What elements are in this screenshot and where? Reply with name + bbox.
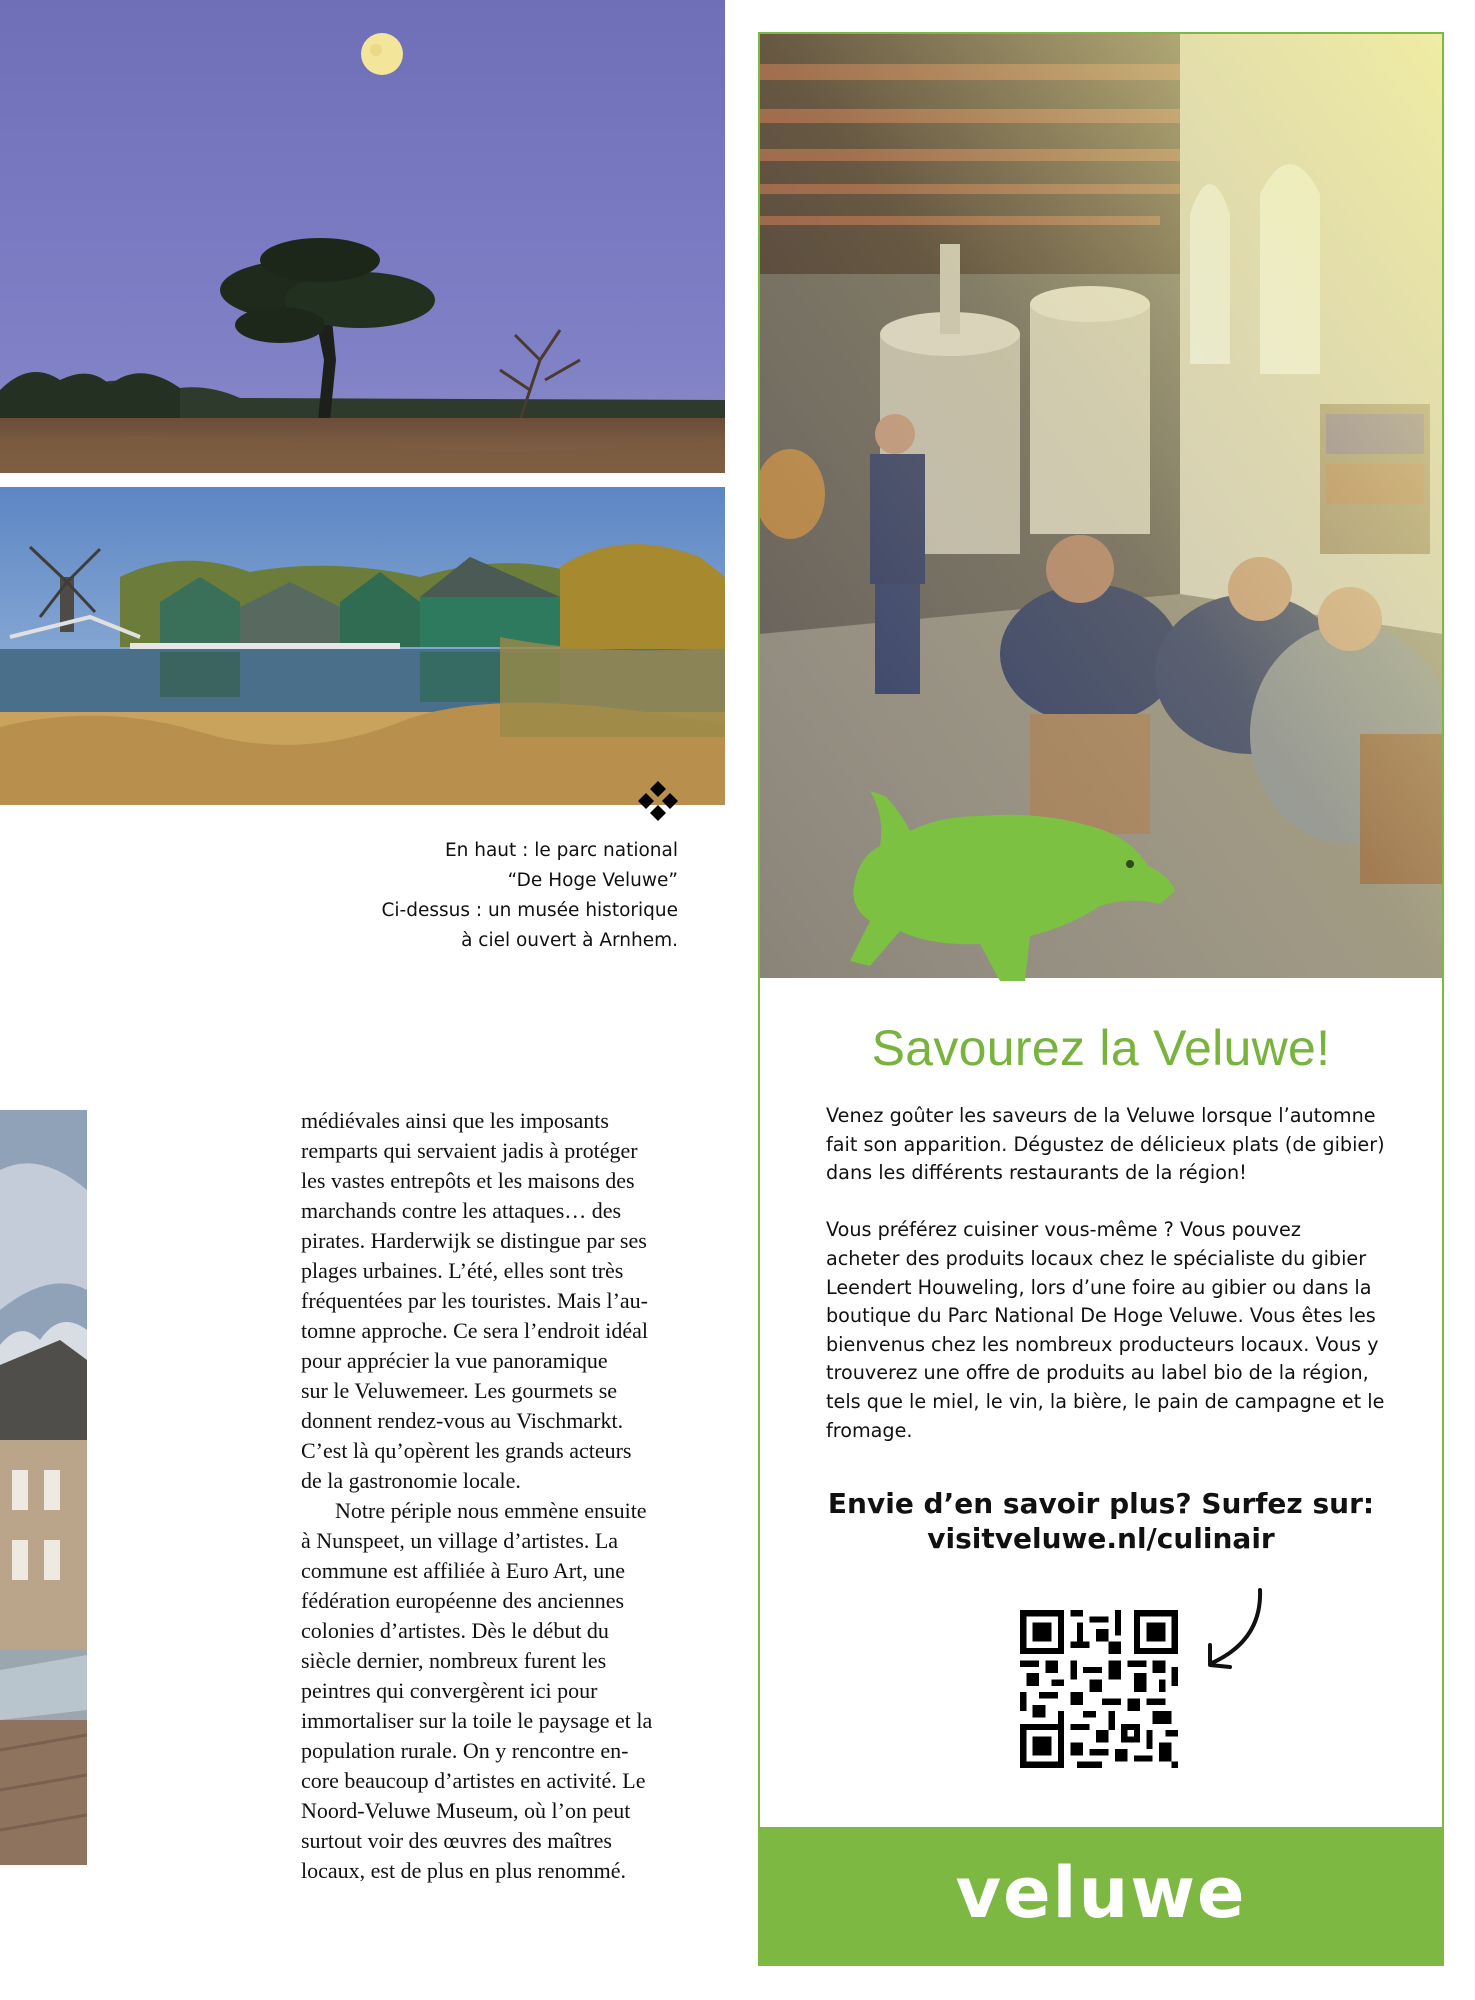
article-line: surtout voir des œuvres des maîtres (301, 1828, 612, 1853)
ad-paragraph1-line: dans les différents restaurants de la région! (826, 1161, 1247, 1185)
article-line: donnent rendez-vous au Vischmarkt. (301, 1408, 624, 1433)
heathland-moon-photo (0, 0, 725, 473)
ad-paragraph2-line: bienvenus chez les nombreux producteurs locaux. Vous y (826, 1332, 1379, 1356)
article-line: commune est affiliée à Euro Art, une (301, 1558, 625, 1583)
ad-paragraph1-line: Venez goûter les saveurs de la Veluwe lorsque l’automne (826, 1104, 1376, 1127)
article-line: C’est là qu’opèrent les grands acteurs (301, 1438, 632, 1463)
article-line: locaux, est de plus en plus renommé. (301, 1858, 627, 1883)
article-line: core beaucoup d’artistes en activité. Le (301, 1768, 646, 1793)
article-line: fédération européenne des anciennes (301, 1588, 625, 1613)
article-line: à Nunspeet, un village d’artistes. La (301, 1528, 619, 1553)
article-line: population rurale. On y rencontre en- (301, 1738, 629, 1763)
article-line: pirates. Harderwijk se distingue par ses (301, 1228, 647, 1253)
photo-caption (380, 836, 678, 956)
article-line: immortaliser sur la toile le paysage et la (301, 1708, 653, 1733)
qr-code-icon[interactable] (1020, 1610, 1178, 1768)
ad-cta (760, 1486, 1442, 1556)
article-line: siècle dernier, nombreux furent les (301, 1648, 607, 1673)
article-line: marchands contre les attaques… des (301, 1198, 622, 1223)
article-line: de la gastronomie locale. (301, 1468, 521, 1493)
ad-description (826, 1102, 1386, 1445)
curved-arrow-icon (1200, 1585, 1280, 1675)
article-line: médiévales ainsi que les imposants (301, 1108, 609, 1133)
cta-url-link[interactable]: visitveluwe.nl/culinair (927, 1522, 1275, 1555)
article-line: plages urbaines. L’été, elles sont très (301, 1258, 624, 1283)
ad-paragraph2-line: acheter des produits locaux chez le spécialiste du gibier (826, 1246, 1367, 1270)
ad-paragraph1-line: fait son apparition. Dégustez de délicieux plats (de gibier) (826, 1132, 1385, 1156)
article-line: les vastes entrepôts et les maisons des (301, 1168, 635, 1193)
article-line: Noord-Veluwe Museum, où l’on peut (301, 1798, 631, 1823)
ad-title: Savourez la Veluwe! (871, 1020, 1331, 1076)
ad-paragraph2-line: boutique du Parc National De Hoge Veluwe. Vous êtes les (826, 1304, 1376, 1328)
article-line: peintres qui convergèrent ici pour (301, 1678, 598, 1703)
ad-paragraph2-line: tels que le miel, le vin, la bière, le pain de campagne et le (826, 1389, 1385, 1413)
brand-bar (760, 1827, 1442, 1964)
ad-paragraph2-line: fromage. (826, 1418, 913, 1442)
ad-paragraph2-line: Leendert Houweling, lors d’une foire au gibier ou dans la (826, 1275, 1372, 1299)
ad-paragraph2-line: trouverez une offre de produits au label bio de la région, (826, 1361, 1369, 1385)
article-text (301, 1106, 701, 1886)
boar-silhouette-icon (830, 786, 1190, 986)
article-line: colonies d’artistes. Dès le début du (301, 1618, 609, 1643)
cta-heading: Envie d’en savoir plus? Surfez sur: (827, 1487, 1375, 1520)
caption-line: En haut : le parc national (444, 840, 678, 861)
article-line: Notre périple nous emmène ensuite (335, 1498, 647, 1523)
article-line: sur le Veluwemeer. Les gourmets se (301, 1378, 618, 1403)
caption-line: “De Hoge Veluwe” (507, 870, 678, 891)
article-line: tomne approche. Ce sera l’endroit idéal (301, 1318, 648, 1343)
caption-line: à ciel ouvert à Arnhem. (461, 930, 678, 951)
open-air-museum-photo (0, 487, 725, 805)
four-diamond-ornament-icon (638, 781, 678, 821)
castle-photo (0, 1110, 87, 1865)
article-line: fréquentées par les touristes. Mais l’au- (301, 1288, 648, 1313)
ad-paragraph2-line: Vous préférez cuisiner vous-même ? Vous pouvez (826, 1218, 1301, 1242)
caption-line: Ci-dessus : un musée historique (381, 900, 678, 921)
article-line: remparts qui servaient jadis à protéger (301, 1138, 638, 1163)
veluwe-logo: veluwe (955, 1852, 1247, 1934)
article-line: pour apprécier la vue panoramique (301, 1348, 608, 1373)
